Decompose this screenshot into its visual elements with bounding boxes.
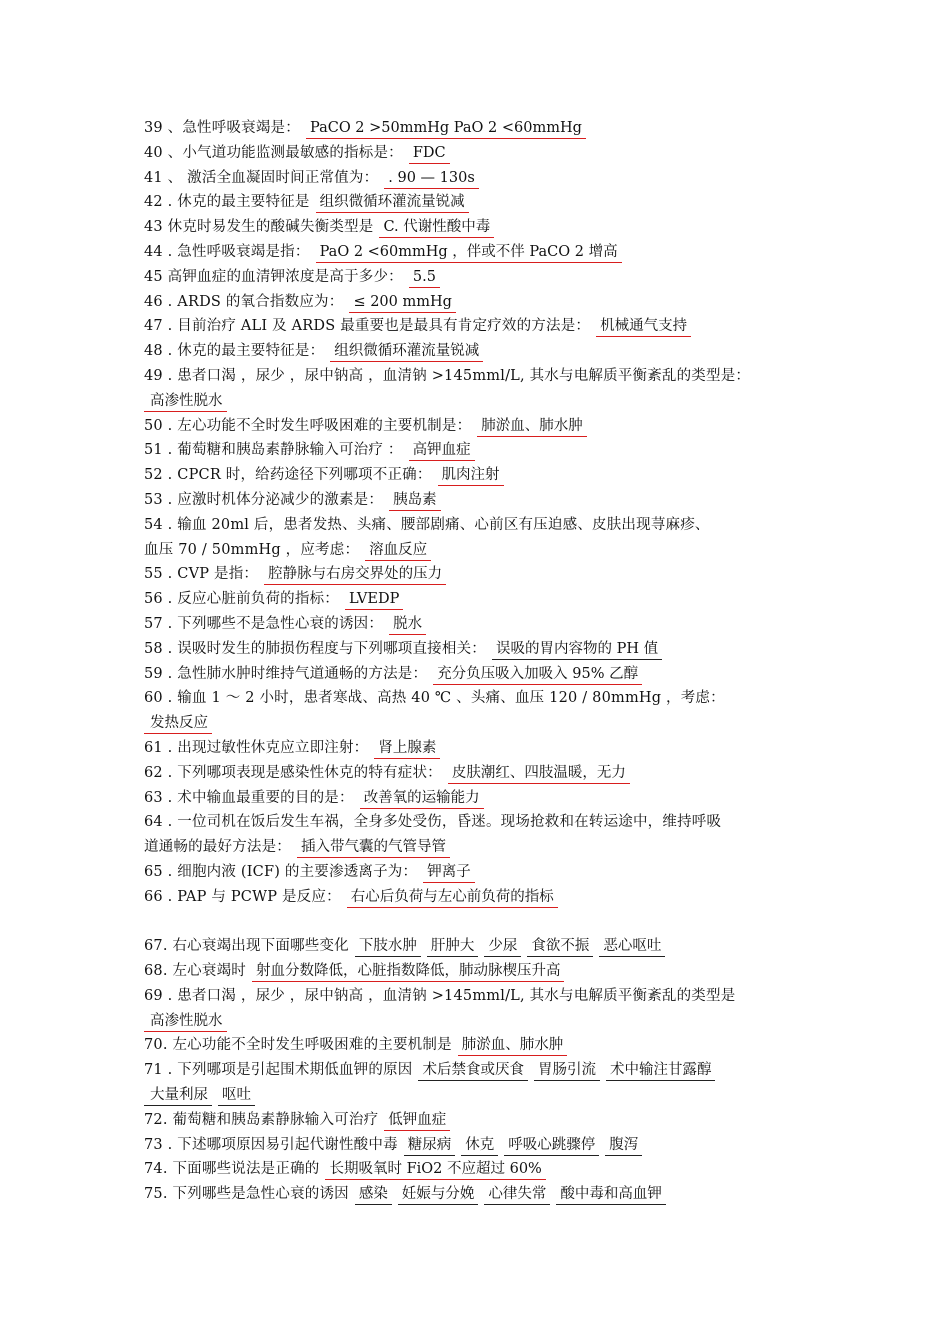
answer: 发热反应 [144, 715, 212, 734]
answer: 机械通气支持 [596, 318, 691, 337]
question-65 [144, 860, 814, 885]
question-44 [144, 240, 814, 265]
answer: 肾上腺素 [374, 740, 440, 759]
question-text: 54 . 输血 20ml 后，患者发热、头痛、腰部剧痛、心前区有压迫感、皮肤出现荨麻疹、 [144, 516, 710, 533]
question-text: 59 . 急性肺水肿时维持气道通畅的方法是： [144, 665, 428, 682]
question-list [144, 116, 814, 1207]
section-gap [144, 910, 814, 935]
answer: 充分负压吸入加吸入 95% 乙醇 [433, 666, 642, 685]
answer-4: 腹泻 [605, 1137, 642, 1156]
question-64 [144, 810, 814, 835]
question-61 [144, 736, 814, 761]
question-text: 51 . 葡萄糖和胰岛素静脉输入可治疗 ： [144, 442, 403, 459]
question-text: 72. 葡萄糖和胰岛素静脉输入可治疗 [144, 1111, 379, 1128]
answer: 高钾血症 [409, 442, 475, 461]
answer-2: 肝肿大 [427, 938, 479, 957]
question-text: 46 . ARDS 的氧合指数应为： [144, 293, 344, 310]
question-63 [144, 786, 814, 811]
answer: 胰岛素 [389, 492, 441, 511]
question-text: 69 . 患者口渴 ，尿少 ，尿中钠高 ，血清钠 >145mml/L, 其水与电解质平衡紊乱的类型是 [144, 987, 736, 1004]
question-text: 71 . 下列哪项是引起围术期低血钾的原因 [144, 1062, 413, 1079]
answer-4: 大量利尿 [144, 1087, 212, 1106]
question-56 [144, 587, 814, 612]
answer: . 90 — 130s [384, 170, 479, 189]
answer: 低钾血症 [384, 1112, 450, 1131]
answer: 肺淤血、肺水肿 [477, 418, 587, 437]
question-text: 67. 右心衰竭出现下面哪些变化 [144, 938, 349, 955]
answer-4: 酸中毒和高血钾 [556, 1186, 666, 1205]
question-text: 70. 左心功能不全时发生呼吸困难的主要机制是 [144, 1037, 452, 1054]
answer: 高渗性脱水 [144, 1013, 227, 1032]
answer-3: 呼吸心跳骤停 [504, 1137, 599, 1156]
question-39 [144, 116, 814, 141]
question-text: 73 . 下述哪项原因易引起代谢性酸中毒 [144, 1136, 398, 1153]
question-text: 57 . 下列哪些不是急性心衰的诱因： [144, 615, 384, 632]
answer: 皮肤潮红、四肢温暖，无力 [448, 765, 630, 784]
question-71 [144, 1058, 814, 1083]
answer-1: 下肢水肿 [355, 938, 421, 957]
question-69 [144, 984, 814, 1009]
question-55 [144, 562, 814, 587]
question-text: 62 . 下列哪项表现是感染性休克的特有症状： [144, 764, 442, 781]
answer: 长期吸氧时 FiO2 不应超过 60% [325, 1161, 545, 1180]
question-54 [144, 513, 814, 538]
question-text: 60 . 输血 1 ～ 2 小时，患者寒战、高热 40 ℃ 、头痛、血压 120 / 80mmHg ，考虑： [144, 690, 725, 707]
question-text: 50 . 左心功能不全时发生呼吸困难的主要机制是： [144, 417, 472, 434]
question-text: 65 . 细胞内液 (ICF) 的主要渗透离子为： [144, 863, 418, 880]
question-text: 39 、急性呼吸衰竭是： [144, 120, 300, 136]
question-45 [144, 265, 814, 290]
question-60-answer-line [144, 711, 814, 736]
answer: ≤ 200 mmHg [349, 294, 455, 313]
answer: 高渗性脱水 [144, 393, 227, 412]
question-74 [144, 1157, 814, 1182]
answer: 改善氧的运输能力 [360, 790, 484, 809]
answer: 组织微循环灌流量锐减 [316, 194, 469, 213]
question-text: 47 . 目前治疗 ALI 及 ARDS 最重要也是最具有肯定疗效的方法是： [144, 318, 591, 335]
answer: 右心后负荷与左心前负荷的指标 [347, 889, 558, 908]
question-49-answer-line [144, 389, 814, 414]
question-text: 43 休克时易发生的酸碱失衡类型是 [144, 219, 374, 236]
question-68 [144, 959, 814, 984]
question-51 [144, 438, 814, 463]
question-54-line-2 [144, 538, 814, 563]
question-text: 45 高钾血症的血清钾浓度是高于多少： [144, 268, 403, 285]
answer: PaO 2 <60mmHg ，伴或不伴 PaCO 2 增高 [316, 244, 622, 263]
answer: 溶血反应 [365, 542, 431, 561]
answer: C. 代谢性酸中毒 [379, 219, 494, 238]
answer-2: 妊娠与分娩 [398, 1186, 479, 1205]
answer: 腔静脉与右房交界处的压力 [264, 566, 446, 585]
question-41 [144, 166, 814, 191]
answer-1: 感染 [355, 1186, 392, 1205]
question-text: 74. 下面哪些说法是正确的 [144, 1161, 320, 1178]
answer: FDC [409, 145, 450, 164]
answer: 肌肉注射 [438, 467, 504, 486]
question-40 [144, 141, 814, 166]
question-42 [144, 190, 814, 215]
question-text: 68. 左心衰竭时 [144, 963, 246, 980]
question-67 [144, 934, 814, 959]
question-60 [144, 686, 814, 711]
question-43 [144, 215, 814, 240]
answer: 射血分数降低，心脏指数降低，肺动脉楔压升高 [252, 963, 565, 982]
question-text: 40 、小气道功能监测最敏感的指标是： [144, 144, 403, 161]
question-text: 41 、 激活全血凝固时间正常值为： [144, 169, 379, 186]
question-text: 55 . CVP 是指： [144, 566, 259, 583]
answer-1: 糖尿病 [404, 1137, 456, 1156]
question-46 [144, 290, 814, 315]
question-text: 44 . 急性呼吸衰竭是指： [144, 243, 310, 260]
question-text-continued: 道通畅的最好方法是： [144, 839, 291, 856]
answer: LVEDP [345, 591, 403, 610]
answer-4: 食欲不振 [527, 938, 593, 957]
question-text: 52 . CPCR 时，给药途径下列哪项不正确： [144, 467, 432, 484]
question-text: 75. 下列哪些是急性心衰的诱因 [144, 1186, 349, 1203]
question-50 [144, 414, 814, 439]
answer: 脱水 [389, 616, 426, 635]
question-58 [144, 637, 814, 662]
question-69-answer-line [144, 1009, 814, 1034]
answer: 5.5 [409, 269, 440, 288]
answer: 组织微循环灌流量锐减 [330, 343, 483, 362]
question-47 [144, 314, 814, 339]
answer-3: 心律失常 [484, 1186, 550, 1205]
answer-5: 呕吐 [218, 1087, 255, 1106]
question-49 [144, 364, 814, 389]
question-57 [144, 612, 814, 637]
answer: 插入带气囊的气管导管 [297, 839, 450, 858]
question-52 [144, 463, 814, 488]
question-70 [144, 1033, 814, 1058]
question-text: 64 . 一位司机在饭后发生车祸，全身多处受伤，昏迷。现场抢救和在转运途中，维持呼吸 [144, 814, 722, 831]
answer: 误吸的胃内容物的 PH 值 [492, 641, 662, 660]
question-71-line-2 [144, 1083, 814, 1108]
question-text: 48 . 休克的最主要特征是： [144, 343, 325, 360]
question-text-continued: 血压 70 / 50mmHg ，应考虑： [144, 541, 360, 558]
answer-5: 恶心呕吐 [599, 938, 665, 957]
question-75 [144, 1182, 814, 1207]
question-text: 61 . 出现过敏性休克应立即注射： [144, 739, 369, 756]
question-59 [144, 662, 814, 687]
answer-3: 术中输注甘露醇 [606, 1062, 716, 1081]
answer-1: 术后禁食或厌食 [418, 1062, 528, 1081]
question-text: 66 . PAP 与 PCWP 是反应： [144, 888, 341, 905]
question-72 [144, 1108, 814, 1133]
question-66 [144, 885, 814, 910]
question-62 [144, 761, 814, 786]
question-text: 58 . 误吸时发生的肺损伤程度与下列哪项直接相关： [144, 640, 486, 657]
question-73 [144, 1133, 814, 1158]
answer: 肺淤血、肺水肿 [458, 1037, 568, 1056]
question-text: 42 . 休克的最主要特征是 [144, 194, 310, 211]
answer-2: 胃肠引流 [534, 1062, 600, 1081]
question-64-line-2 [144, 835, 814, 860]
answer: 钾离子 [423, 864, 475, 883]
question-text: 49 . 患者口渴 ，尿少 ，尿中钠高 ，血清钠 >145mml/L, 其水与电解质平衡紊乱的类型是： [144, 367, 751, 384]
question-text: 63 . 术中输血最重要的目的是： [144, 789, 354, 806]
question-48 [144, 339, 814, 364]
question-text: 53 . 应激时机体分泌减少的激素是： [144, 491, 384, 508]
answer-3: 少尿 [484, 938, 521, 957]
question-53 [144, 488, 814, 513]
answer-2: 休克 [461, 1137, 498, 1156]
answer: PaCO 2 >50mmHg PaO 2 <60mmHg [306, 120, 586, 139]
question-text: 56 . 反应心脏前负荷的指标： [144, 591, 339, 608]
